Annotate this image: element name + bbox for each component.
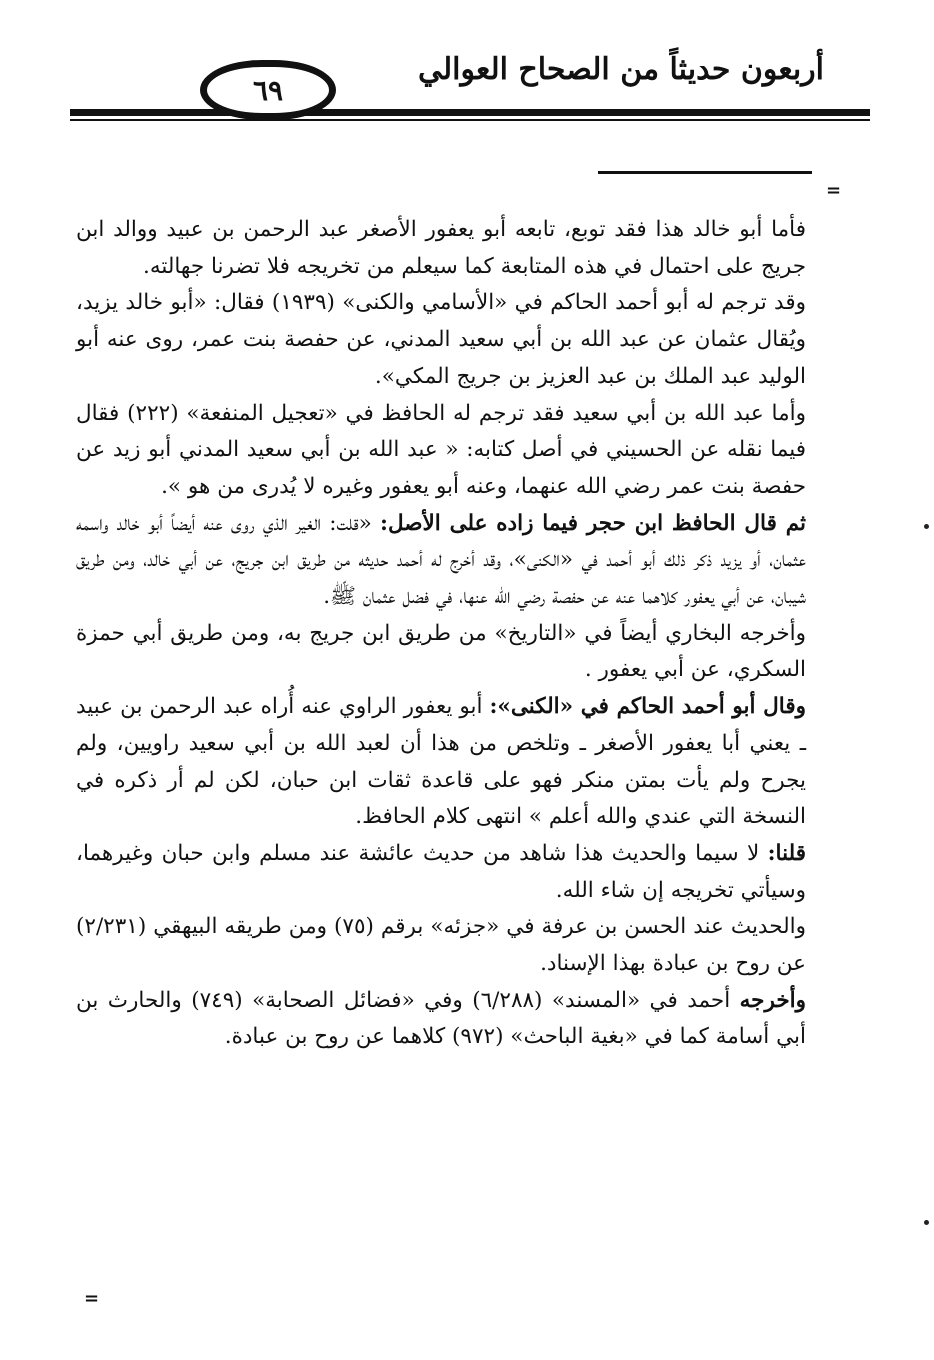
page-number-badge (200, 60, 336, 120)
footnote-separator (598, 171, 812, 174)
paragraph-7: قلنا: لا سيما والحديث هذا شاهد من حديث عائشة عند مسلم وابن حبان وغيرهما، وسيأتي تخريجه إن شاء الله. (76, 840, 806, 903)
paragraph-2: وقد ترجم له أبو أحمد الحاكم في «الأسامي والكنى» (١٩٣٩) فقال: «أبو خالد يزيد، ويُقال عثمان عن عبد الله بن أبي سعيد المدني، عن حفصة بنت عمر، روى عنه أبو الوليد عبد الملك بن عبد العزيز بن جريج المكي». (76, 290, 806, 389)
header-rule-thin (70, 119, 870, 121)
paragraph-4-lead: ثم قال الحافظ ابن حجر فيما زاده على الأصل: (380, 510, 806, 536)
paragraph-9: وأخرجه أحمد في «المسند» (٦/٢٨٨) وفي «فضائل الصحابة» (٧٤٩) والحارث بن أبي أسامة كما في «بغية الباحث» (٩٧٢) كلاهما عن روح بن عبادة. (76, 987, 806, 1050)
page-number: ٦٩ (252, 73, 284, 107)
paragraph-6-lead: وقال أبو أحمد الحاكم في «الكنى»: (489, 694, 806, 720)
paragraph-1: فأما أبو خالد هذا فقد توبع، تابعه أبو يعفور الأصغر عبد الرحمن بن عبيد ووالد ابن جريج على احتمال في هذه المتابعة كما سيعلم من تخريجه فلا تضرنا جهالته. (76, 217, 806, 279)
body-text (76, 212, 806, 1056)
running-header-title: أربعون حديثاً من الصحاح العوالي (418, 52, 824, 87)
scan-dot-mark (924, 1220, 929, 1225)
scan-dot-mark (924, 524, 929, 529)
continuation-mark-top: = (826, 180, 842, 201)
header-rule-thick (70, 109, 870, 116)
paragraph-3: وأما عبد الله بن أبي سعيد فقد ترجم له الحافظ في «تعجيل المنفعة» (٢٢٢) فقال فيما نقله عن الحسيني في أصل كتابه: « عبد الله بن أبي سعيد المدني أبو زيد عن حفصة بنت عمر رضي الله عنهما، وعنه أبو يعفور وغيره لا يُدرى من هو ». (76, 400, 806, 499)
paragraph-5: وأخرجه البخاري أيضاً في «التاريخ» من طريق ابن جريج به، ومن طريق أبي حمزة السكري، عن أبي يعفور . (76, 620, 806, 683)
paragraph-6: وقال أبو أحمد الحاكم في «الكنى»: أبو يعفور الراوي عنه أُراه عبد الرحمن بن عبيد ـ يعني أبا يعفور الأصغر ـ وتلخص من هذا أن لعبد الله بن أبي سعيد راويين، ولم يجرح ولم يأت بمتن منكر فهو على قاعدة ثقات ابن حبان، لكن لم أر ذكره في النسخة التي عندي والله أعلم » انتهى كلام الحافظ. (76, 694, 806, 830)
paragraph-9-lead: وأخرجه (739, 987, 806, 1013)
continuation-mark-bottom: = (84, 1288, 100, 1309)
paragraph-7-lead: قلنا: (767, 840, 806, 866)
paragraph-4: ثم قال الحافظ ابن حجر فيما زاده على الأصل: «قلت: الغير الذي روى عنه أيضاً أبو خالد واسمه عثمان، أو يزيد ذكر ذلك أبو أحمد في «الكنى»، وقد أخرج له أحمد حديثه من طريق ابن جريج، عن أبي خالد، ومن طريق شيبان، عن أبي يعفور كلاهما عنه عن حفصة رضي الله عنها، في فضل عثمان ﷺ. (76, 510, 806, 610)
paragraph-8: والحديث عند الحسن بن عرفة في «جزئه» برقم (٧٥) ومن طريقه البيهقي (٢/٢٣١) عن روح بن عبادة بهذا الإسناد. (76, 914, 806, 977)
